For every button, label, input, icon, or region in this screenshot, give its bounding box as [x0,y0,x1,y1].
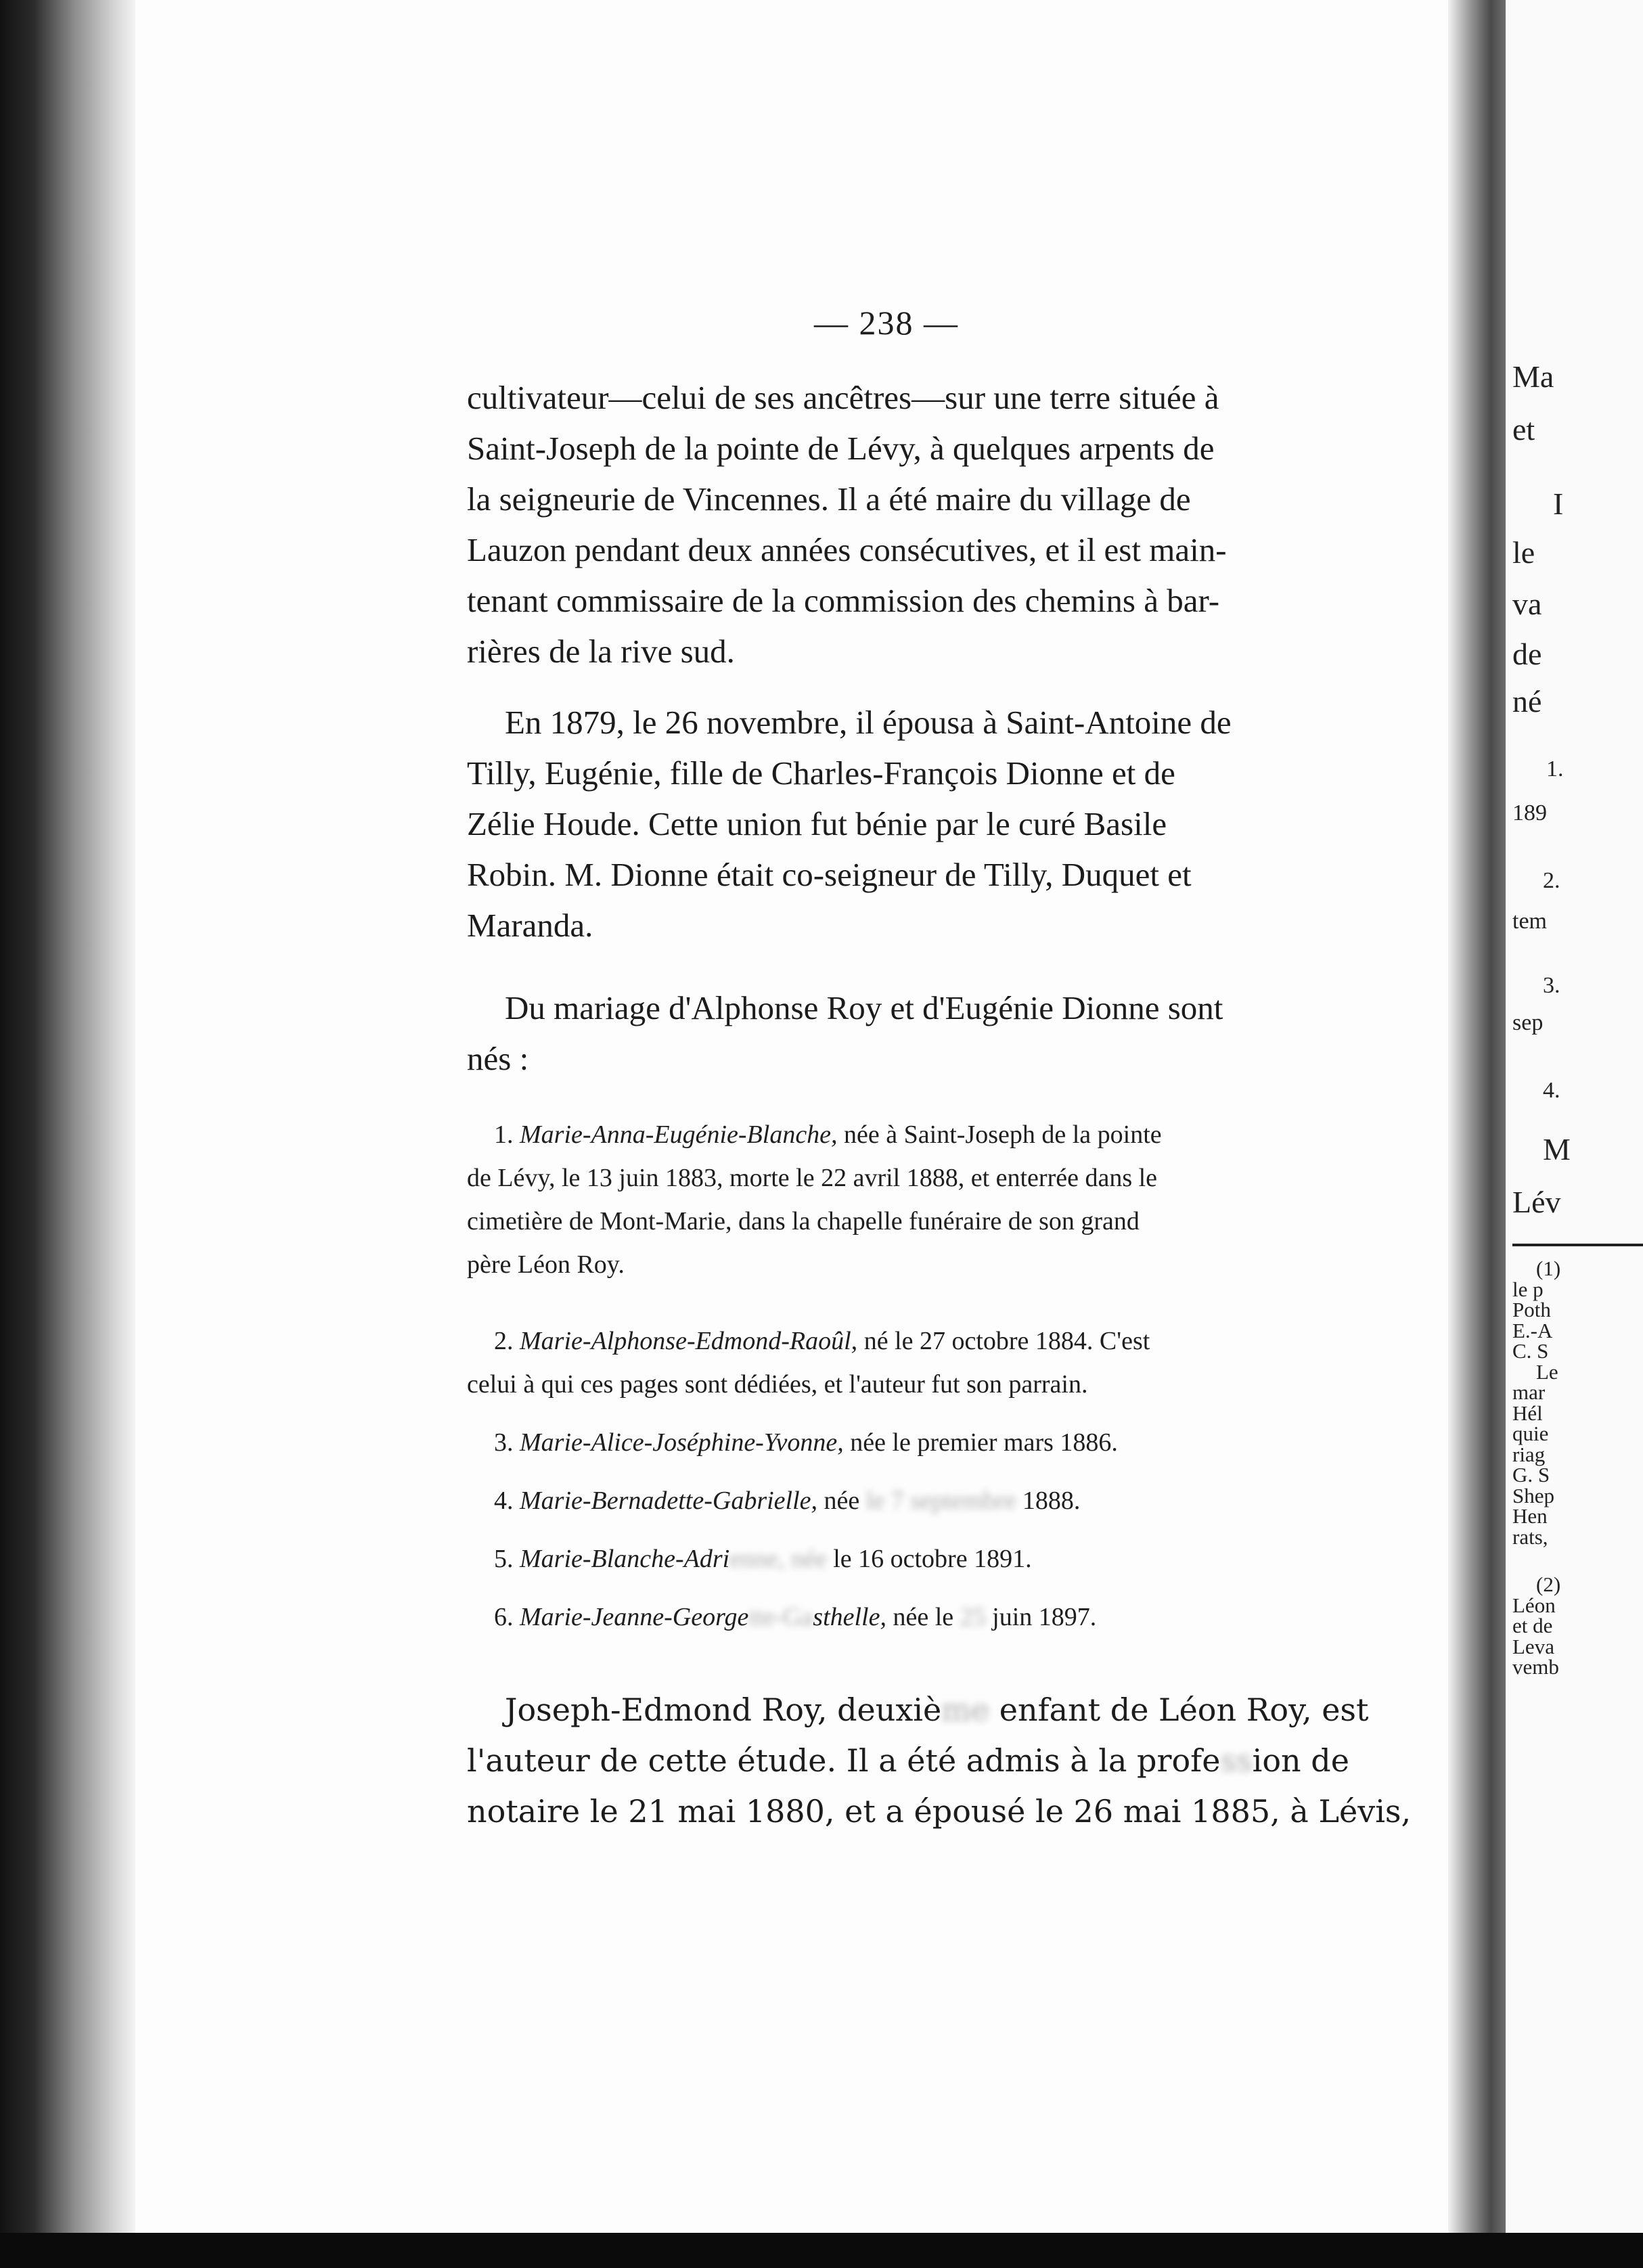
text-fragment: Léon [1512,1593,1556,1617]
list-item [467,1537,1360,1581]
text-fragment: (2) [1536,1572,1561,1596]
list-text: né le 27 octobre 1884. C'est [863,1327,1150,1355]
child-name: Marie-Alphonse-Edmond-Raoûl, [520,1327,858,1355]
text-fragment: et [1512,412,1535,447]
list-text: née le premier mars 1886. [850,1428,1118,1457]
text-fragment: vemb [1512,1655,1559,1679]
child-name: Marie-Blanche-Adri [520,1545,730,1573]
text-fragment: 2. [1543,868,1560,893]
book-gutter [1448,0,1509,2233]
list-item-line: celui à qui ces pages sont dédiées, et l'auteur fut son parrain. [467,1370,1088,1399]
text-fragment: va [1512,587,1542,621]
blurred-text: tte-Ga [748,1603,813,1631]
text-fragment: M [1543,1132,1571,1166]
text-fragment: quie [1512,1422,1549,1445]
text-line: En 1879, le 26 novembre, il épousa à Saint-Antoine de [505,704,1232,741]
blurred-text: 25 [960,1603,986,1631]
text-line: Robin. M. Dionne était co-seigneur de Tilly, Duquet et [467,856,1192,893]
text-line: Joseph-Edmond Roy, deuxième enfant de Léon Roy, est [505,1692,1369,1728]
text-fragment: 3. [1543,973,1560,998]
text-line: Zélie Houde. Cette union fut bénie par le curé Basile [467,805,1167,842]
list-item-line: de Lévy, le 13 juin 1883, morte le 22 avril 1888, et enterrée dans le [467,1164,1158,1192]
list-item [467,1319,1360,1363]
text-fragment: Ma [1512,359,1554,394]
text-fragment: I [1553,486,1564,521]
paragraph-3 [467,982,1360,1084]
text-fragment: Shep [1512,1483,1554,1507]
child-name: Marie-Anna-Eugénie-Blanche, [520,1120,838,1149]
left-binding-edge [0,0,135,2233]
text-line: tenant commissaire de la commission des chemins à bar- [467,582,1220,619]
text-fragment: Hél [1512,1401,1543,1425]
children-list-5 [467,1537,1360,1581]
text-line: rières de la rive sud. [467,633,735,670]
text-fragment: Leva [1512,1634,1554,1658]
list-number: 2. [494,1327,514,1355]
page-right-partial [1506,0,1643,2233]
paragraph-2 [467,697,1360,951]
children-list-2 [467,1319,1360,1406]
page-number: — 238 — [814,304,959,342]
list-text: juin 1897. [992,1603,1097,1631]
child-name: Marie-Bernadette-Gabrielle, [520,1487,818,1515]
children-list [467,1113,1360,1286]
footnotes [1512,1258,1560,1678]
list-text: le 16 octobre 1891. [833,1545,1032,1573]
scan-bottom-edge [0,2233,1643,2268]
list-number: 1. [494,1120,514,1149]
paragraph-1 [467,372,1360,677]
list-item-line: père Léon Roy. [467,1250,625,1279]
text-fragment: le [1512,535,1535,570]
text-line: l'auteur de cette étude. Il a été admis à la profession de [467,1742,1349,1779]
list-number: 4. [494,1487,514,1515]
blurred-text: le 7 septembre [865,1487,1016,1515]
text-fragment: tem [1512,909,1547,934]
list-item [467,1595,1360,1639]
text-fragment: C. S [1512,1339,1549,1363]
text-fragment: rats, [1512,1524,1548,1549]
list-item [467,1113,1360,1156]
list-text: née le [893,1603,954,1631]
text-line: cultivateur—celui de ses ancêtres—sur une terre située à [467,379,1219,416]
text-line: Maranda. [467,907,593,944]
list-item [467,1421,1360,1464]
text-fragment: Poth [1512,1298,1551,1321]
text-fragment: (1) [1536,1256,1561,1280]
text-line: Lauzon pendant deux années consécutives, et il est main- [467,531,1227,568]
text-fragment: Hen [1512,1504,1548,1528]
text-fragment: riag [1512,1442,1546,1466]
list-number: 3. [494,1428,514,1457]
child-name: Marie-Jeanne-George [520,1603,749,1631]
text-line: Du mariage d'Alphonse Roy et d'Eugénie Dionne sont [505,989,1223,1026]
text-line: Saint-Joseph de la pointe de Lévy, à quelques arpents de [467,430,1215,467]
footnote-rule [1512,1244,1643,1246]
text-fragment: le p [1512,1277,1544,1301]
text-fragment: mar [1512,1380,1546,1404]
text-fragment: de [1512,637,1542,671]
text-line: notaire le 21 mai 1880, et a épousé le 26 mai 1885, à Lévis, [467,1793,1412,1830]
text-fragment: 1. [1546,756,1564,781]
child-name: sthelle, [813,1603,886,1631]
text-fragment: 4. [1543,1078,1560,1103]
text-fragment: né [1512,684,1542,719]
text-fragment: Le [1536,1359,1558,1384]
text-fragment: G. S [1512,1463,1550,1487]
paragraph-4 [467,1685,1412,1837]
list-text: 1888. [1022,1487,1081,1515]
list-item-line: cimetière de Mont-Marie, dans la chapelle funéraire de son grand [467,1207,1140,1235]
child-name: Marie-Alice-Joséphine-Yvonne, [520,1428,844,1457]
text-line: Tilly, Eugénie, fille de Charles-François Dionne et de [467,754,1175,792]
text-line: nés : [467,1040,529,1077]
text-fragment: et de [1512,1614,1553,1637]
text-fragment: Lév [1512,1185,1561,1219]
text-fragment: sep [1512,1010,1544,1035]
children-list-6 [467,1595,1360,1639]
list-number: 5. [494,1545,514,1573]
list-item [467,1479,1360,1522]
list-text: née [824,1487,860,1515]
text-fragment: E.-A [1512,1318,1553,1342]
list-text: née à Saint-Joseph de la pointe [844,1120,1162,1149]
blurred-text: enne, née [729,1545,827,1573]
list-number: 6. [494,1603,514,1631]
text-fragment: 189 [1512,800,1547,825]
children-list-4 [467,1479,1360,1522]
children-list-3 [467,1421,1360,1464]
text-line: la seigneurie de Vincennes. Il a été maire du village de [467,480,1191,518]
